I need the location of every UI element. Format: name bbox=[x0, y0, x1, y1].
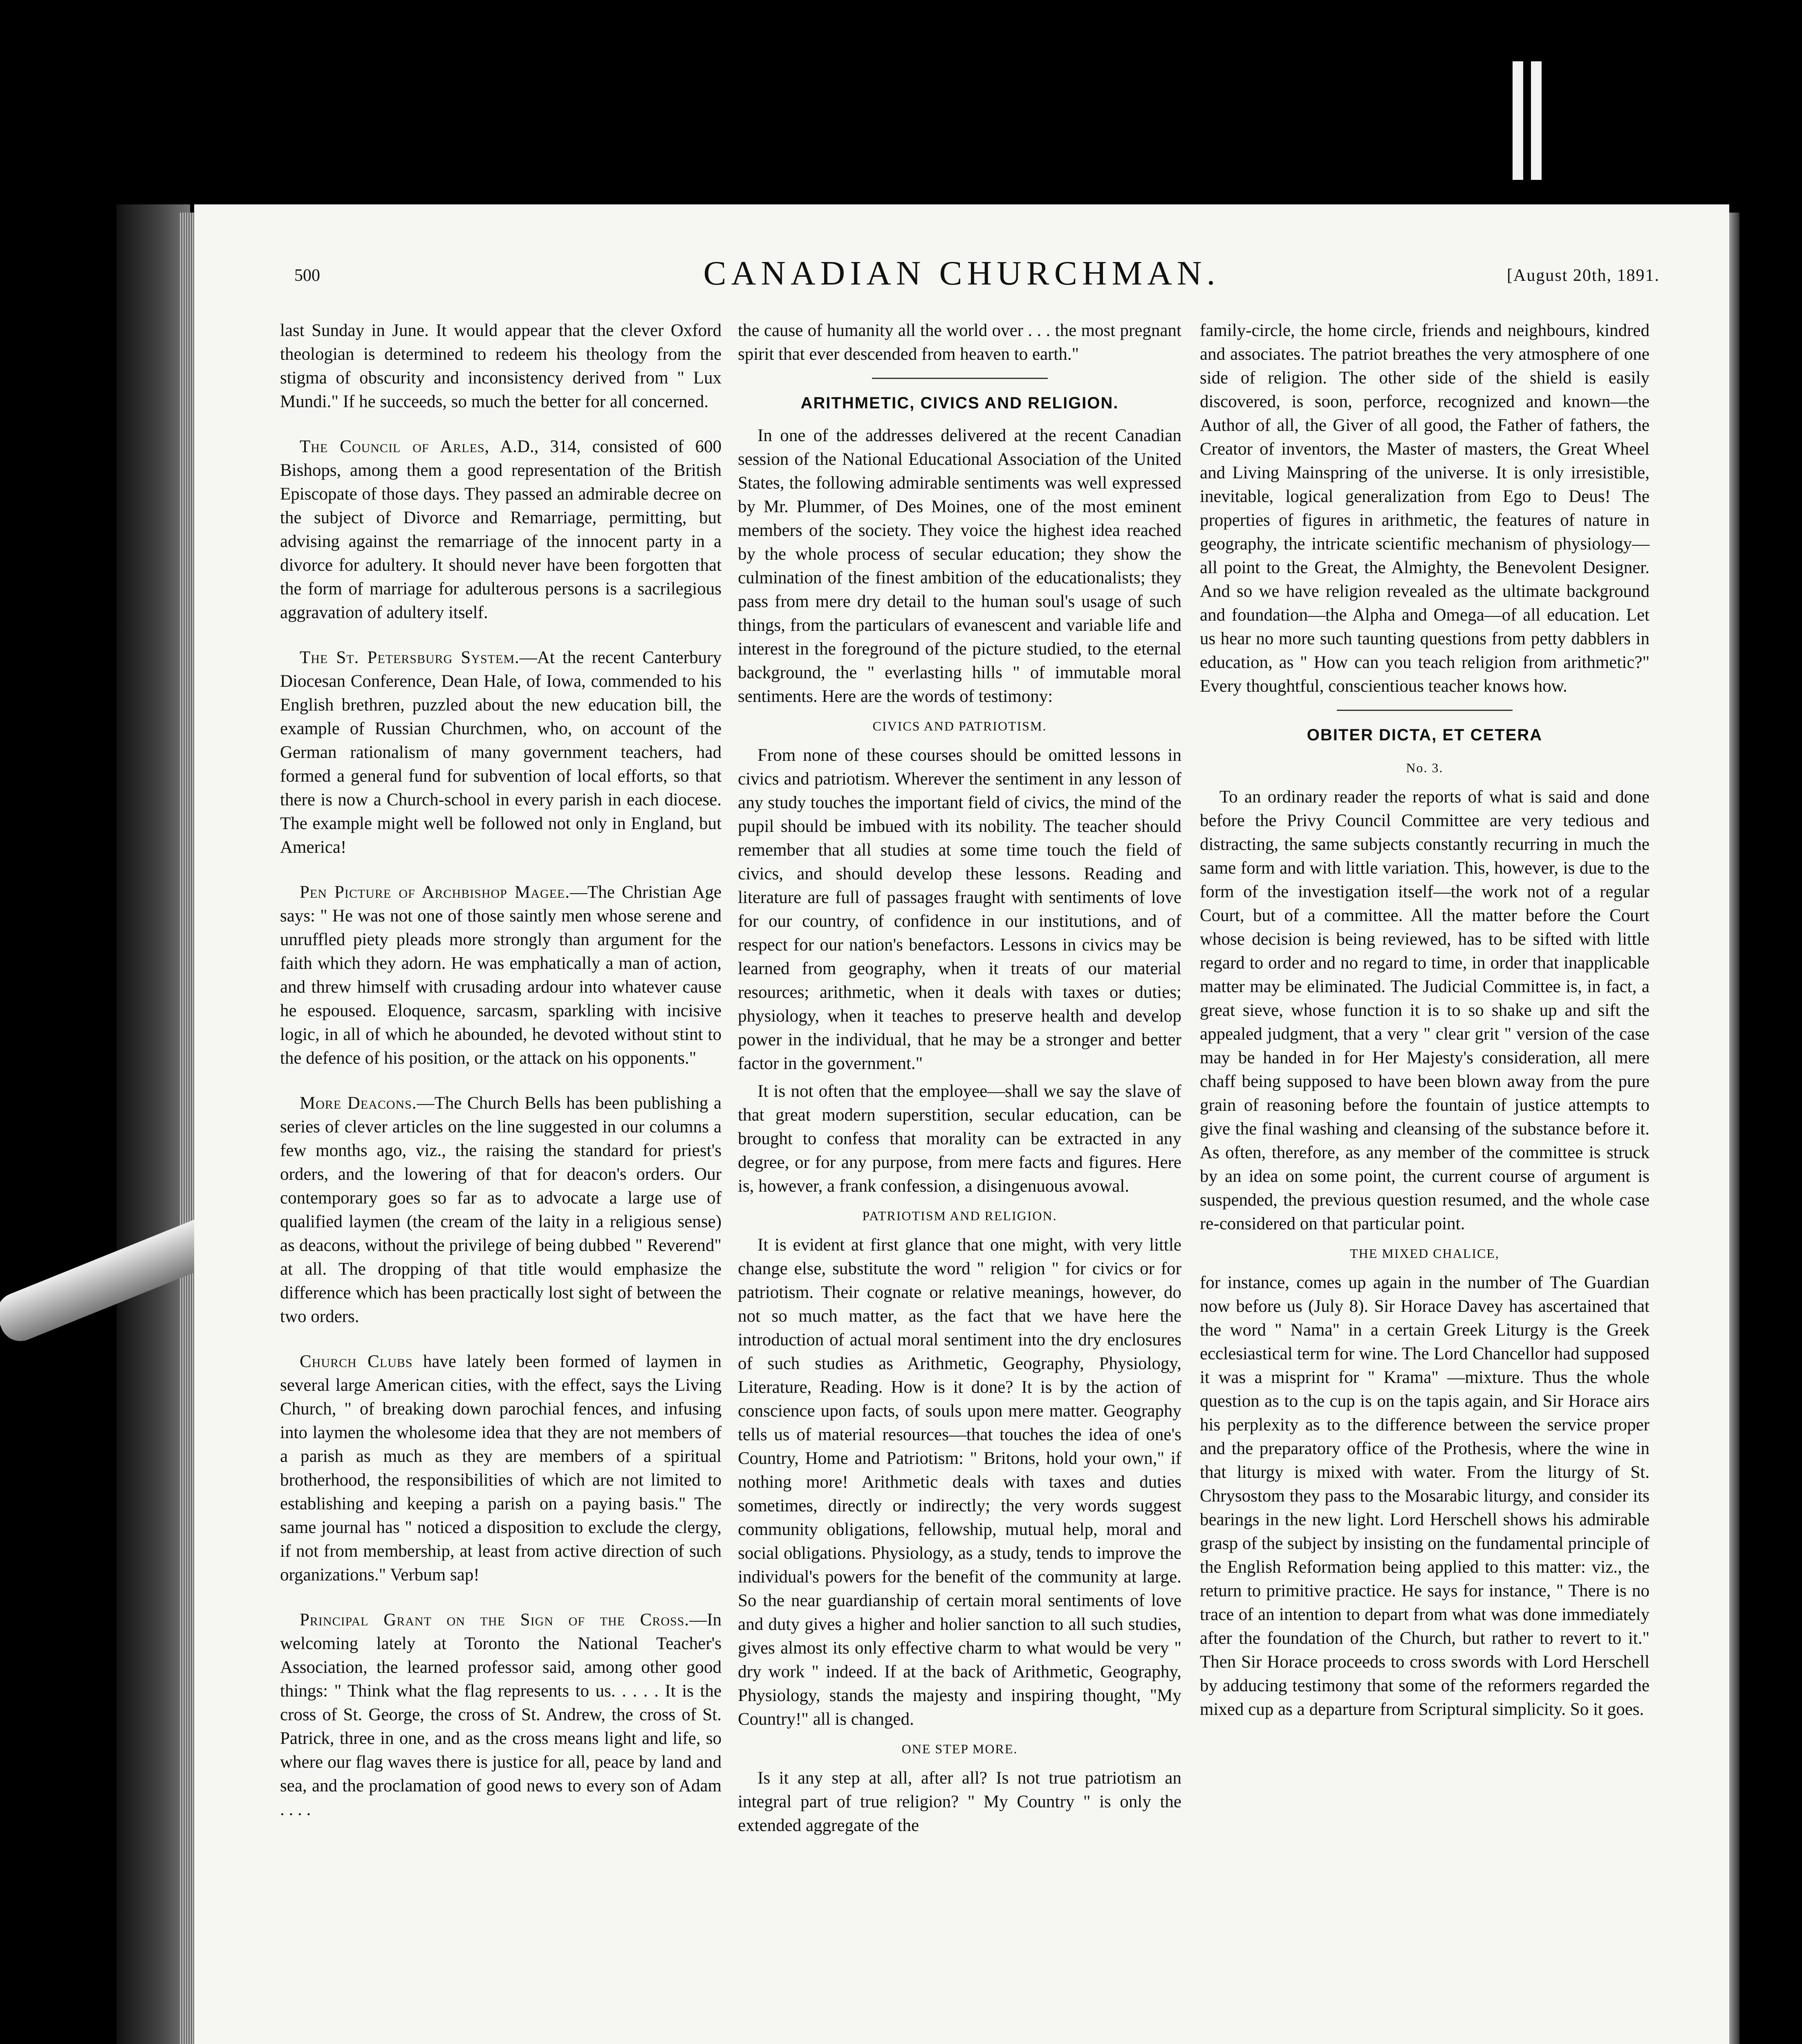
newspaper-page bbox=[194, 204, 1729, 2044]
paragraph: last Sunday in June. It would appear that the clever Oxford theologian is determined to redeem his theology from the stigma of obscurity and inconsistency derived from " Lux Mundi." If he succeeds, so much the better for all concerned. bbox=[280, 321, 722, 411]
article-heading: ARITHMETIC, CIVICS AND RELIGION. bbox=[800, 394, 1119, 412]
paragraph-lead: More Deacons. bbox=[300, 1094, 417, 1113]
issue-date: [August 20th, 1891. bbox=[1507, 266, 1660, 285]
paragraph: for instance, comes up again in the number of The Guardian now before us (July 8). Sir Horace Davey has ascertained that the word " Nama" in a certain Greek Liturgy is the Greek ecclesiastical term for wine. The Lord Chancellor had supposed it was a misprint for " Krama" —mixture. Thus the whole question as to the cup is on the tapis again, and Sir Horace airs his perplexity as to the difference between the service proper and the preparatory office of the Prothesis, where the wine in that liturgy is mixed with water. From the liturgy of St. Chrysostom they pass to the Mosarabic liturgy, and consider its bearings in the new light. Lord Herschell shows his admirable grasp of the subject by insisting on the fundamental principle of the English Reformation being applied to this matter: viz., the return to primitive practice. He says for instance, " There is no trace of an intention to depart from what was done immediately after the foundation of the Church, but rather to revert to it." Then Sir Horace proceeds to cross swords with Lord Herschell by adducing testimony that some of the reformers regarded the mixed cup as a departure from Scriptural simplicity. So it goes. bbox=[1200, 1273, 1650, 1719]
paragraph-lead: Church Clubs bbox=[300, 1352, 413, 1371]
paragraph: It is evident at first glance that one might, with very little change else, substitute the word " religion " for civics or for patriotism. Their cognate or relative meanings, however, do not so much matter, as the fact that we have here the introduction of actual moral sentiment into the dry enclosures of such studies as Arithmetic, Geography, Physiology, Literature, Reading. How is it done? It is by the action of conscience upon facts, of souls upon mere matter. Geography tells us of material resources—that touches the idea of one's Country, Home and Patriotism: " Britons, hold your own," if nothing more! Arithmetic deals with taxes and duties sometimes, directly or indirectly; the very words suggest community obligations, fellowship, mutual help, moral and social obligations. Physiology, as a study, tends to improve the individual's powers for the benefit of the community at large. So the near guardianship of certain moral sentiments of love and duty gives a higher and holier sanction to all such studies, gives almost its only effective charm to what would be very " dry work " indeed. If at the back of Arithmetic, Geography, Physiology, stands the majesty and inspiring thought, "My Country!" all is changed. bbox=[738, 1235, 1181, 1729]
paragraph-lead: The Council of Arles, bbox=[300, 437, 490, 456]
subheading: CIVICS AND PATRIOTISM. bbox=[872, 719, 1047, 733]
article-heading: OBITER DICTA, ET CETERA bbox=[1307, 726, 1543, 744]
page-header bbox=[194, 253, 1729, 303]
paragraph: More Deacons.—The Church Bells has been publishing a series of clever articles on the line suggested in our columns a few months ago, viz., the raising the standard for priest's orders, and the lowering of that for deacon's orders. Our contemporary goes so far as to advocate a large use of qualified laymen (the cream of the laity in a religious sense) as deacons, without the privilege of being dubbed " Reverend" at all. The dropping of that title would emphasize the difference which has been practically lost sight of between the two orders. bbox=[280, 1094, 722, 1326]
paragraph: Is it any step at all, after all? Is not true patriotism an integral part of true religion? " My Country " is only the extended aggregate of the bbox=[738, 1768, 1181, 1835]
paragraph: Pen Picture of Archbishop Magee.—The Christian Age says: " He was not one of those saintly men whose serene and unruffled piety pleads more strongly than argument for the faith which they adorn. He was emphatically a man of action, and threw himself with crusading ardour into whatever cause he espoused. Eloquence, sarcasm, sparkling with incisive logic, in all of which he abounded, he devoted without stint to the defence of his position, or the attack on his opponents." bbox=[280, 883, 722, 1068]
article-number: No. 3. bbox=[1406, 760, 1443, 775]
paragraph: Principal Grant on the Sign of the Cross.—In welcoming lately at Toronto the National Teacher's Association, the learned professor said, among other good things: " Think what the flag represents to us. . . . . It is the cross of St. George, the cross of St. Andrew, the cross of St. Patrick, three in one, and as the cross means light and life, so where our flag waves there is justice for all, peace by land and sea, and the proclamation of good news to every son of Adam . . . . bbox=[280, 1610, 722, 1819]
paragraph: From none of these courses should be omitted lessons in civics and patriotism. Wherever the sentiment in any lesson of any study touches the important field of civics, the mind of the pupil should be imbued with its nobility. The teacher should remember that all studies at some time touch the field of civics, and should develop these lessons. Reading and literature are full of passages fraught with sentiments of love for our country, of confidence in our institutions, and of respect for our nation's benefactors. Lessons in civics may be learned from geography, when it treats of our material resources; arithmetic, when it deals with taxes or duties; physiology, when it teaches to preserve health and develop power in the individual, that he may be a stronger and better factor in the government." bbox=[738, 746, 1181, 1073]
column-3 bbox=[1200, 319, 1650, 1726]
page-leaf-stack bbox=[180, 213, 196, 2044]
page-number: 500 bbox=[294, 266, 320, 285]
masthead-title: CANADIAN CHURCHMAN. bbox=[703, 254, 1220, 292]
scan-marker-top bbox=[1513, 61, 1523, 180]
paragraph: family-circle, the home circle, friends and neighbours, kindred and associates. The patriot breathes the very atmosphere of one side of religion. The other side of the shield is easily discovered, is soon, perforce, recognized and known—the Author of all, the Giver of all good, the Father of fathers, the Creator of inventors, the Master of masters, the Great Wheel and Living Mainspring of the universe. It is only irresistible, inevitable, logical generalization from Ego to Deus! The properties of figures in arithmetic, the features of nature in geography, the intricate scientific mechanism of physiology—all point to the Great, the Almighty, the Benevolent Designer. And so we have religion revealed as the ultimate background and foundation—the Alpha and Omega—of all education. Let us hear no more such taunting questions from petty dabblers in education, as " How can you teach religion from arithmetic?" Every thoughtful, conscientious teacher knows how. bbox=[1200, 321, 1650, 696]
divider bbox=[872, 378, 1048, 379]
paragraph: The St. Petersburg System.—At the recent Canterbury Diocesan Conference, Dean Hale, of Iowa, commended to his English brethren, puzzled about the new education bill, the example of Russian Churchmen, who, on account of the German rationalism of many government teachers, had formed a general fund for subvention of local efforts, so that there is now a Church-school in every parish in each diocese. The example might well be followed not only in England, but America! bbox=[280, 648, 722, 857]
paragraph: To an ordinary reader the reports of what is said and done before the Privy Council Committee are very tedious and distracting, the same subjects constantly recurring in much the same form and with little variation. This, however, is due to the form of the investigation itself—the work not of a regular Court, but of a committee. All the matter before the Court whose decision is being reviewed, has to be sifted with little regard to order and no regard to time, in order that inapplicable matter may be eliminated. The Judicial Committee is, in fact, a great sieve, whose function it is to so shake up and sift the appealed judgment, that a very " clear grit " version of the case may be handed in for Her Majesty's consideration, all mere chaff being supposed to have been blown away from the pure grain of reasoning before the fountain of justice attempts to give the final washing and cleansing of the substance before it. As often, therefore, as any member of the committee is struck by an idea on some point, the current course of argument is suspended, the previous question resumed, and the whole case re-considered on that particular point. bbox=[1200, 787, 1650, 1233]
book-edge-shadow bbox=[117, 204, 190, 2044]
paragraph: the cause of humanity all the world over . . . the most pregnant spirit that ever descended from heaven to earth." bbox=[738, 321, 1181, 364]
column-2 bbox=[738, 319, 1181, 1842]
divider bbox=[1337, 710, 1513, 711]
scan-marker-top bbox=[1531, 61, 1542, 180]
subheading: PATRIOTISM AND RELIGION. bbox=[862, 1208, 1057, 1223]
paragraph-lead: The St. Petersburg System. bbox=[300, 648, 520, 667]
paragraph: In one of the addresses delivered at the recent Canadian session of the National Educational Association of the United States, the following admirable sentiments was well expressed by Mr. Plummer, of Des Moines, one of the most eminent members of the society. They voice the highest idea reached by the whole process of secular education; they show the culmination of the finest ambition of the educationalists; they pass from mere dry detail to the human soul's usage of such things, from the particulars of evanescent and variable life and interest in the foreground of the picture studied, to the eternal background, the " everlasting hills " of immutable moral sentiments. Here are the words of testimony: bbox=[738, 426, 1181, 706]
paragraph: Church Clubs have lately been formed of laymen in several large American cities, with the effect, says the Living Church, " of breaking down parochial fences, and infusing into laymen the wholesome idea that they are not members of a parish as much as they are members of a spiritual brotherhood, the responsibilities of which are not limited to establishing and keeping a parish on a paying basis." The same journal has " noticed a disposition to exclude the clergy, if not from membership, at least from active direction of such organizations." Verbum sap! bbox=[280, 1352, 722, 1585]
subheading: THE MIXED CHALICE, bbox=[1350, 1246, 1499, 1261]
paragraph: It is not often that the employee—shall we say the slave of that great modern superstition, secular education, can be brought to confess that morality can be extracted in any degree, or for any purpose, from mere facts and figures. Here is, however, a frank confession, a disingenuous avowal. bbox=[738, 1082, 1181, 1196]
subheading: ONE STEP MORE. bbox=[901, 1741, 1018, 1756]
paragraph-lead: Principal Grant on the Sign of the Cross. bbox=[300, 1610, 690, 1629]
column-1 bbox=[280, 319, 722, 1843]
page-right-edge bbox=[1729, 213, 1739, 2044]
paragraph-lead: Pen Picture of Archbishop Magee. bbox=[300, 883, 570, 902]
paragraph: The Council of Arles, A.D., 314, consisted of 600 Bishops, among them a good representation of the British Episcopate of those days. They passed an admirable decree on the subject of Divorce and Remarriage, permitting, but advising against the remarriage of the innocent party in a divorce for adultery. It should never have been forgotten that the form of marriage for adulterous persons is a sacrilegious aggravation of adultery itself. bbox=[280, 437, 722, 622]
